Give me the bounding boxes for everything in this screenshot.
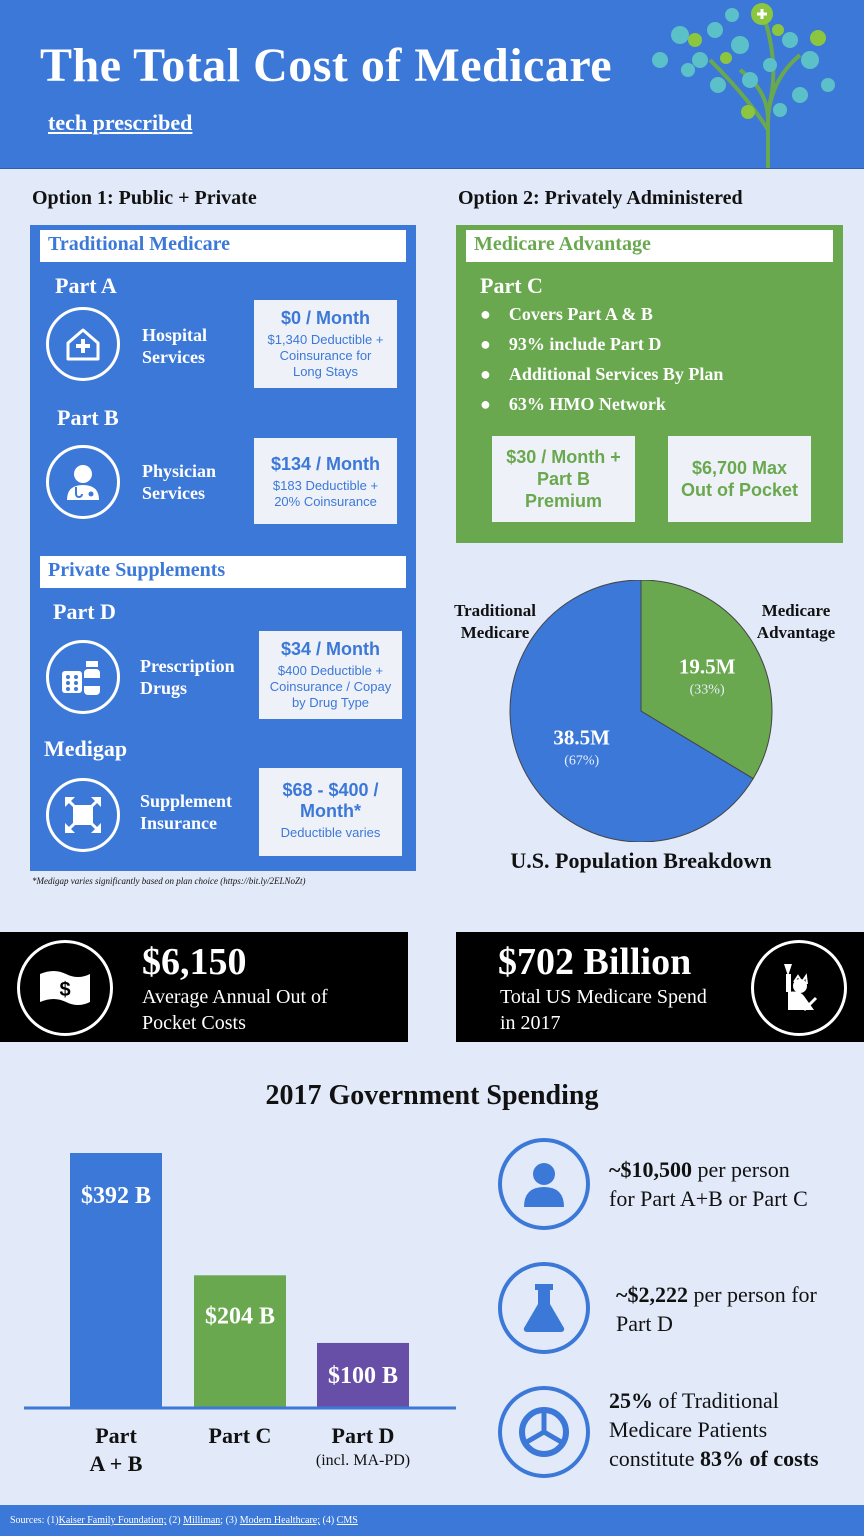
svg-text:$: $: [59, 979, 71, 1001]
expand-arrows-icon: [46, 778, 120, 852]
medical-tree-icon: [640, 0, 840, 168]
part-d-price-box: [259, 631, 402, 719]
bar-category-label: Part C: [208, 1423, 272, 1448]
part-a-price: $0 / Month: [281, 308, 370, 328]
physician-icon: [46, 445, 120, 519]
part-d-price: $34 / Month: [280, 639, 380, 659]
hospital-icon: [46, 307, 120, 381]
bar-category-label: Part: [95, 1423, 137, 1448]
spending-title: 2017 Government Spending: [265, 1080, 599, 1111]
part-b-service: Physician Services: [142, 461, 217, 503]
pie-percent-label: (33%): [689, 682, 725, 698]
source-link-modern-healthcare[interactable]: Modern Healthcare;: [239, 1515, 320, 1526]
bar-1: [194, 1275, 286, 1408]
total-spend-desc: Total US Medicare Spend in 2017: [500, 986, 707, 1034]
part-b-title: Part B: [57, 405, 119, 430]
part-a-title: Part A: [55, 273, 117, 298]
bullet-item: ● 93% include Part D: [480, 334, 662, 354]
source-link-cms[interactable]: CMS: [336, 1515, 358, 1526]
medigap-footnote: *Medigap varies significantly based on plan choice (https://bit.ly/2ELNoZt): [32, 876, 306, 886]
brand-link[interactable]: tech prescribed: [48, 110, 193, 135]
pie-value-label: 19.5M: [678, 654, 736, 679]
part-a-service: Hospital Services: [142, 325, 208, 367]
medigap-title: Medigap: [44, 736, 128, 761]
spending-bar-chart: [20, 1140, 460, 1490]
per-person-ac-fact: ~$10,500 per person for Part A+B or Part C: [609, 1157, 808, 1211]
part-d-detail: $400 Deductible + Coinsurance / Copay by Drug Type: [269, 663, 392, 710]
medigap-price-box: [259, 768, 402, 856]
part-c-max-box: $6,700 Max Out of Pocket: [668, 436, 811, 522]
medigap-price: $68 - $400 / Month*: [282, 780, 379, 821]
pie-chart-icon: [498, 1386, 590, 1478]
traditional-medicare-label: Traditional Medicare: [40, 230, 406, 262]
part-b-detail: $183 Deductible + 20% Coinsurance: [272, 478, 379, 509]
source-link-kff[interactable]: Kaiser Family Foundation;: [58, 1515, 167, 1526]
pie-label-traditional: Traditional Medicare: [454, 601, 536, 642]
part-d-title: Part D: [53, 599, 116, 624]
cost-concentration-fact: 25% of Traditional Medicare Patients constitute 83% of costs: [609, 1388, 819, 1471]
option2-heading: Option 2: Privately Administered: [458, 187, 743, 209]
source-link-milliman[interactable]: Milliman: [183, 1515, 221, 1526]
medicare-advantage-label: Medicare Advantage: [466, 230, 833, 262]
bullet-item: ● Additional Services By Plan: [480, 364, 724, 384]
population-pie-chart: [500, 580, 782, 842]
out-of-pocket-value: $6,150: [142, 941, 247, 983]
prescription-drugs-icon: [46, 640, 120, 714]
bullet-item: ● Covers Part A & B: [480, 304, 653, 324]
total-spend-value: $702 Billion: [498, 941, 692, 983]
part-b-price-box: [254, 438, 397, 524]
bar-category-label: (incl. MA-PD): [315, 1452, 411, 1469]
bar-value-label: $204 B: [204, 1303, 276, 1330]
sources-footer: Sources: (1)Kaiser Family Foundation; (2) Milliman; (3) Modern Healthcare; (4) CMS: [0, 1505, 864, 1536]
out-of-pocket-desc: Average Annual Out of Pocket Costs: [142, 986, 328, 1034]
part-a-price-box: [254, 300, 397, 388]
part-c-premium-box: $30 / Month + Part B Premium: [492, 436, 635, 522]
bar-category-label: Part D: [331, 1423, 395, 1448]
flask-icon: [498, 1262, 590, 1354]
statue-of-liberty-icon: [751, 940, 847, 1036]
bar-value-label: $392 B: [80, 1183, 152, 1209]
private-supplements-label: Private Supplements: [40, 556, 406, 588]
part-a-detail: $1,340 Deductible + Coinsurance for Long Stays: [267, 332, 384, 379]
medigap-service: Supplement Insurance: [140, 791, 233, 833]
bar-category-label: A + B: [89, 1451, 143, 1476]
per-person-d-fact: ~$2,222 per person for Part D: [616, 1282, 817, 1336]
pie-label-advantage: Medicare Advantage: [756, 601, 836, 642]
part-c-bullets: [480, 304, 723, 424]
part-b-price: $134 / Month: [270, 454, 381, 474]
money-icon: [17, 940, 113, 1036]
pie-percent-label: (67%): [564, 753, 600, 769]
part-d-service: Prescription Drugs: [140, 656, 235, 698]
part-c-title: Part C: [480, 273, 543, 298]
page-title: The Total Cost of Medicare: [40, 39, 613, 92]
pie-value-label: 38.5M: [553, 725, 610, 750]
person-icon: [498, 1138, 590, 1230]
medigap-detail: Deductible varies: [280, 825, 381, 840]
bar-value-label: $100 B: [327, 1362, 399, 1389]
option1-heading: Option 1: Public + Private: [32, 187, 257, 209]
pie-title: U.S. Population Breakdown: [510, 848, 772, 873]
bullet-item: ● 63% HMO Network: [480, 394, 666, 414]
